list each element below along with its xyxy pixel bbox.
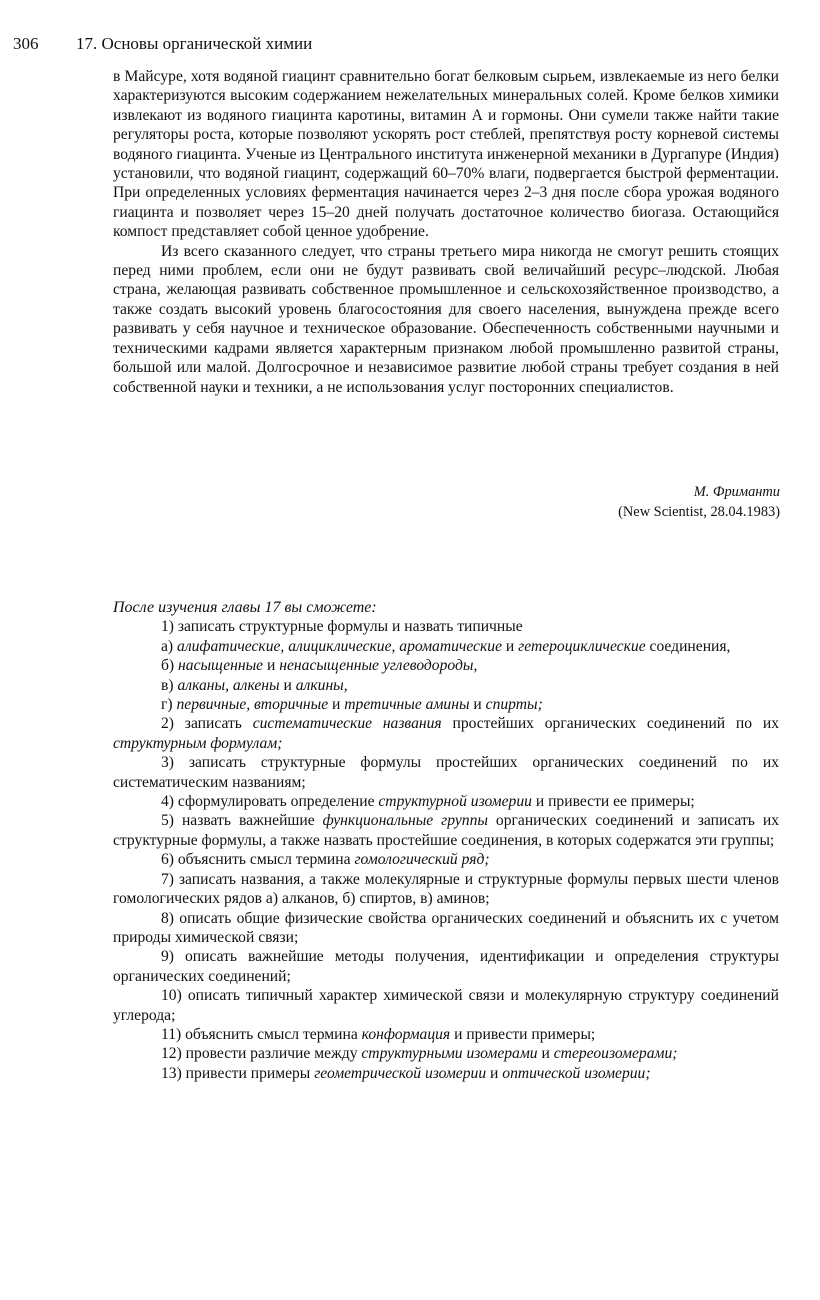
term: алкины, [295,676,348,694]
text-segment: и [537,1045,554,1063]
text-segment: и [263,657,280,675]
text-segment: и [279,676,296,694]
objective-item [113,1044,779,1063]
text-segment: и [328,696,345,714]
text-segment: и привести ее примеры; [531,793,695,811]
objective-item [113,850,779,869]
paragraph: Из всего сказанного следует, что страны третьего мира никогда не смогут решить стоящих перед ними проблем, если они не будут развивать свой величайший ресурс–людской. Любая страна, желающая развивать собственное промышленное и сельскохозяйственное производство, а также создать высокий уровень благосостояния для своего населения, вынуждена прежде всего развивать у себя научное и техническое образование. Обеспеченность собственными научными и техническими кадрами является характерным признаком любой промышленно развитой страны, большой или малой. Долгосрочное и независимое развитие любой страны требует создания в ней собственной науки и техники, а не использования услуг посторонних специалистов. [113,242,779,396]
objective-subitem [113,637,779,656]
chapter-title: 17. Основы органической химии [76,34,313,53]
author-name: М. Фриманти [693,484,780,500]
objective-item: 3) записать структурные формулы простейших органических соединений по их систематическим названиям; [113,754,779,791]
text-segment: 13) привести примеры [161,1064,315,1082]
article-body [113,67,779,397]
text-segment: 4) сформулировать определение [161,793,379,811]
objective-item: 7) записать названия, а также молекулярные и структурные формулы первых шести членов гомологических рядов а) алканов, б) спиртов, в) аминов; [113,870,779,908]
term: конформация [361,1025,451,1043]
text-segment: и [502,637,519,655]
source-citation: (New Scientist, 28.04.1983) [618,504,780,520]
term: структурными изомерами [361,1045,538,1063]
objective-item [113,1025,779,1044]
text-segment: г) [161,696,177,714]
text-segment: в) [161,676,178,694]
objectives-title: После изучения главы 17 вы сможете: [113,599,377,616]
objective-item [113,1064,779,1083]
text-segment: 2) записать [161,715,253,733]
text-segment: и [486,1064,503,1082]
paragraph: в Майсуре, хотя водяной гиацинт сравнительно богат белковым сырьем, извлекаемые из него белки характеризуются высоким содержанием нежелательных минеральных солей. Кроме белков химики извлекают из водяного гиацинта каротины, витамин А и гормоны. Они сумели также найти такие регуляторы роста, которые позволяют ускорять рост стеблей, препятствуя росту корневой системы водяного гиацинта. Ученые из Центрального института инженерной механики в Дургапуре (Индия) установили, что водяной гиацинт, содержащий 60–70% влаги, подвергается быстрой ферментации. При определенных условиях ферментация начинается через 2–3 дня после сбора урожая водяного гиацинта и позволяет через 15–20 дней получать достаточное количество биогаза. Остающийся компост представляет собой ценное удобрение. [113,68,779,241]
page-number: 306 [13,34,39,53]
text-segment: б) [161,657,179,675]
text-segment: 11) объяснить смысл термина [161,1025,362,1043]
term: первичные, вторичные [176,696,329,714]
objective-subitem [113,695,779,714]
page-header [0,34,820,58]
objective-item [113,714,779,753]
learning-objectives [113,598,779,1083]
term: структурным формулам; [113,734,283,752]
objective-item: 8) описать общие физические свойства органических соединений и объяснить их с учетом природы химической связи; [113,909,779,946]
text-segment: а) [161,637,178,655]
signature [420,482,780,522]
term: третичные амины [344,696,470,714]
term: структурной изомерии [378,793,532,811]
text-segment: 12) провести различие между [161,1045,362,1063]
term: геометрической изомерии [314,1064,487,1082]
term: гомологический ряд; [354,851,490,869]
objective-item [113,792,779,811]
term: гетероциклические [518,637,646,655]
objective-item [113,811,779,850]
term: алканы, алкены [177,676,280,694]
term: ненасыщенные углеводороды, [279,657,478,675]
objective-subitem [113,676,779,695]
objective-item: 10) описать типичный характер химической связи и молекулярную структуру соединений углерода; [113,987,779,1024]
text-segment: соединения, [645,637,731,655]
text-segment: 6) объяснить смысл термина [161,851,355,869]
term: насыщенные [178,657,264,675]
objective-subitem [113,656,779,675]
objective-item: 1) записать структурные формулы и назвать типичные [161,618,523,636]
text-segment: 5) назвать важнейшие [161,812,323,830]
term: оптической изомерии; [502,1064,651,1082]
text-segment: простейших органических соединений по их [441,715,779,733]
term: стереоизомерами; [553,1045,678,1063]
text-segment: и [469,696,486,714]
term: алифатические, алициклические, ароматические [177,637,502,655]
text-segment: и привести примеры; [450,1025,596,1043]
objective-item: 9) описать важнейшие методы получения, идентификации и определения структуры органических соединений; [113,948,779,985]
term: функциональные группы [322,812,488,830]
term: спирты; [485,696,543,714]
text-segment: органических соединений и записать их структурные формулы, а также назвать простейшие соединения, в которых содержатся эти группы; [113,812,779,849]
term: систематические названия [252,715,442,733]
